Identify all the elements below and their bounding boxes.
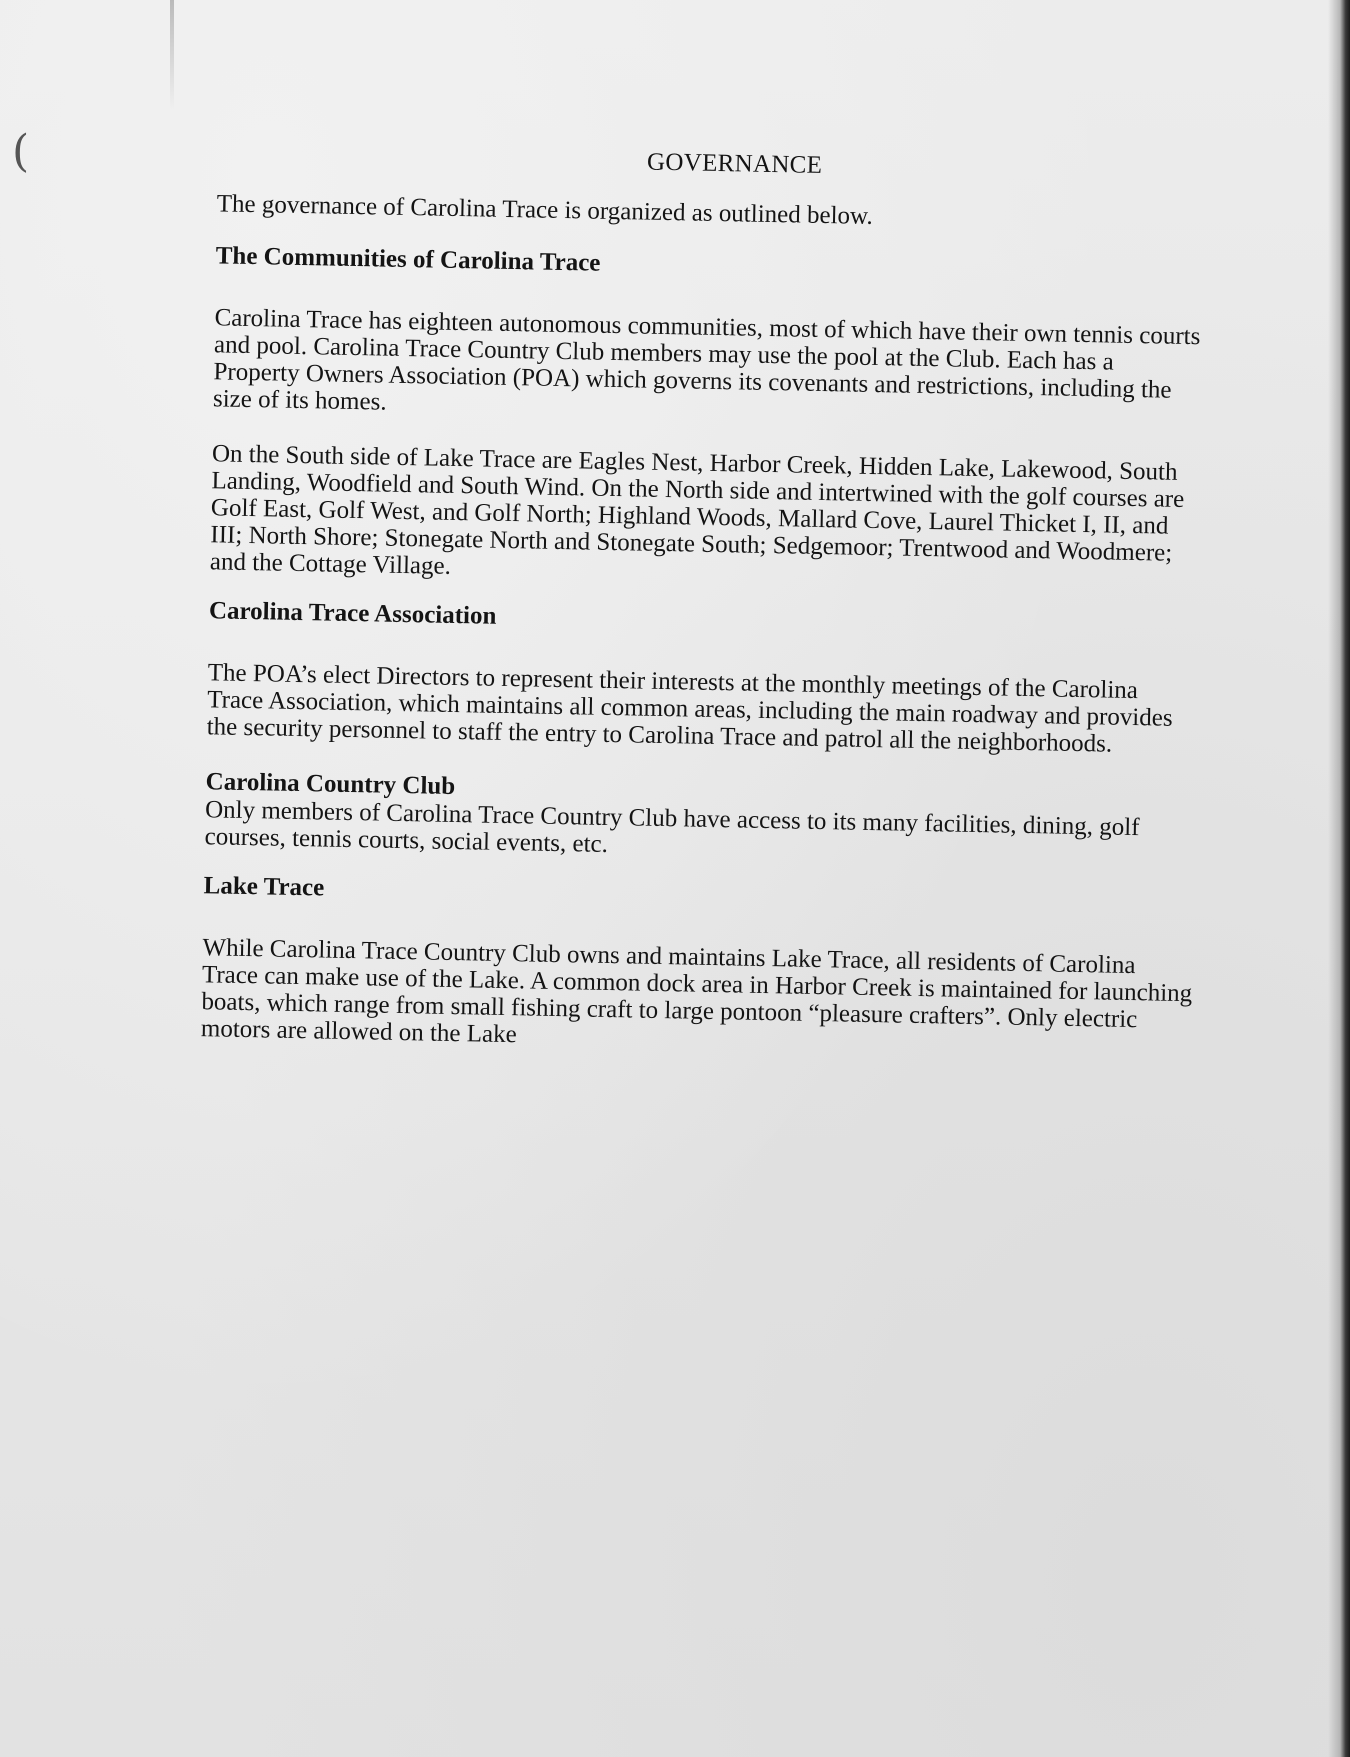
- section-heading-country-club: Carolina Country Club: [205, 768, 456, 801]
- paper-fold-shadow: [170, 0, 174, 110]
- paragraph-association: The POA’s elect Directors to represent their interests at the monthly meetings of the Carolina Trace Association, which maintains all common areas, including the main roadway and provides the security personnel to staff the entry to Carolina Trace and patrol all the neighborhoods.: [206, 659, 1173, 758]
- section-heading-lake-trace: Lake Trace: [203, 872, 325, 902]
- page-title: GOVERNANCE: [646, 148, 823, 179]
- margin-mark: (: [12, 126, 30, 177]
- document-body: [183, 140, 1210, 1061]
- section-heading-communities: The Communities of Carolina Trace: [215, 242, 601, 277]
- section-heading-association: Carolina Trace Association: [208, 597, 497, 630]
- paragraph-communities-list: On the South side of Lake Trace are Eagles Nest, Harbor Creek, Hidden Lake, Lakewood, South Landing, Woodfield and South Wind. On the North side and intertwined with the golf courses are Golf East, Golf West, and Golf North; Highland Woods, Mallard Cove, Laurel Thicket I, II, and III; North Shore; Stonegate North and Stonegate South; Sedgemoor; Trentwood and Woodmere; and the Cottage Village.: [209, 440, 1185, 580]
- paragraph-communities-overview: Carolina Trace has eighteen autonomous communities, most of which have their own tennis courts and pool. Carolina Trace Country Club members may use the pool at the Club. Each has a Property Owners Association (POA) which governs its covenants and restrictions, including the size of its homes.: [212, 304, 1201, 416]
- page-edge-shadow: [1328, 0, 1350, 1757]
- paragraph-country-club: Only members of Carolina Trace Country Club have access to its many facilities, dining, golf courses, tennis courts, social events, etc.: [204, 796, 1140, 858]
- paragraph-lake-trace: While Carolina Trace Country Club owns and maintains Lake Trace, all residents of Carolina Trace can make use of the Lake. A common dock area in Harbor Creek is maintained for launching boats, which range from small fishing craft to large pontoon “pleasure crafters”. Only electric motors are allowed on the Lake: [200, 934, 1193, 1049]
- intro-paragraph: The governance of Carolina Trace is organized as outlined below.: [216, 190, 873, 230]
